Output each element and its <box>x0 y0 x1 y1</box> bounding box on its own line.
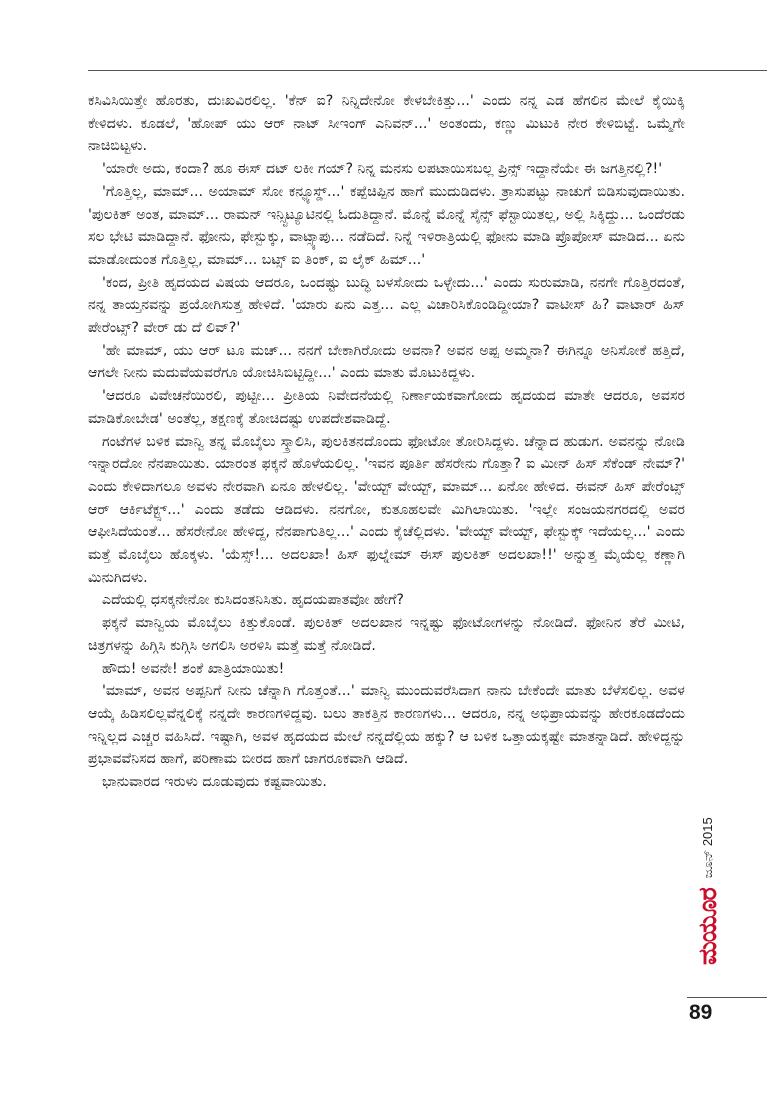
paragraph-7: ಗಂಟೆಗಳ ಬಳಿಕ ಮಾನ್ವಿ ತನ್ನ ಮೊಬೈಲು ಸ್ಕ್ರಾಲಿಸಿ, ಪುಲಕಿತನದೊಂದು ಫೋಟೋ ತೋರಿಸಿದ್ದಳು. ಚೆನ್ನಾದ ಹುಡುಗ. ಅವನನ್ನು ನೋಡಿ ಇನ್ನಾರದೋ ನೆನಪಾಯಿತು. ಯಾರಂತ ಫಕ್ಕನೆ ಹೊಳೆಯಲಿಲ್ಲ. 'ಇವನ ಪೂರ್ತಿ ಹೆಸರೇನು ಗೊತ್ತಾ? ಐ ಮೀನ್ ಹಿಸ್ ಸೆಕೆಂಡ್ ನೇಮ್?' ಎಂದು ಕೇಳಿದಾಗಲೂ ಅವಳು ನೇರವಾಗಿ ಏನೂ ಹೇಳಲಿಲ್ಲ. 'ವೇಯ್ಟ್ ವೇಯ್ಟ್, ಮಾಮ್... ಏನೋ ಹೇಳಿದ. ಈವನ್ ಹಿಸ್ ಪೇರೆಂಟ್ಸ್ ಆರ್ ಆರ್ಕಿಟೆಕ್ಟ್ಸ್...' ಎಂದು ತಡೆದು ಆಡಿದಳು. ನನಗೋ, ಕುತೂಹಲವೇ ಮಿಗಿಲಾಯಿತು. 'ಇಲ್ಲೇ ಸಂಜಯನಗರದಲ್ಲಿ ಅವರ ಆಫೀಸಿದೆಯಂತೆ... ಹೆಸರೇನೋ ಹೇಳಿದ್ದ, ನೆನಪಾಗುತಿಲ್ಲ...' ಎಂದು ಕೈಚೆಲ್ಲಿದಳು. 'ವೇಯ್ಟ್ ವೇಯ್ಟ್, ಫೇಸ್ಬುಕ್ಕ್ ಇದೆಯಲ್ಲ...' ಎಂದು ಮತ್ತೆ ಮೊಬೈಲು ಹೊಕ್ಕಳು. 'ಯೆಸ್ಸ್!... ಅದಲಖಾ! ಹಿಸ್ ಫುಲ್ನೇಮ್ ಈಸ್ ಪುಲಕಿತ್ ಅದಲಖಾ!!' ಅನ್ನುತ್ತ ಮೈಯೆಲ್ಲ ಕಣ್ಣಾಗಿ ಮಿನುಗಿದಳು. <box>88 433 685 586</box>
top-rule <box>88 70 767 71</box>
masthead-logo: ಮಯೂರ <box>693 888 722 965</box>
paragraph-1: ಕಸಿವಿಸಿಯಿತ್ತೇ ಹೊರತು, ದುಃಖವಿರಲಿಲ್ಲ. 'ಕೆನ್ ಐ? ನಿನ್ನಿದೇನೋ ಕೇಳಬೇಕಿತ್ತು...' ಎಂದು ನನ್ನ ಎಡ ಹೆಗಲಿನ ಮೇಲೆ ಕೈಯಿಕ್ಕಿ ಕೇಳಿದಳು. ಕೂಡಲೆ, 'ಹೋಪ್ ಯು ಆರ್ ನಾಟ್ ಸೀಇಂಗ್ ಎನಿವನ್...' ಅಂತಂದು, ಕಣ್ಣು ಮಿಟುಕಿ ನೇರ ಕೇಳಿಬಿಟ್ಟೆ. ಒಮ್ಮೆಗೇ ನಾಚಿಬಿಟ್ಟಳು. <box>88 93 685 155</box>
magazine-masthead <box>693 795 723 965</box>
paragraph-5: 'ಹೇ ಮಾಮ್, ಯು ಆರ್ ಟೂ ಮಚ್... ನನಗೆ ಬೇಕಾಗಿರೋದು ಅವನಾ? ಅವನ ಅಪ್ಪ ಅಮ್ಮನಾ? ಈಗಿನ್ನೂ ಅನಿಸೋಕೆ ಹತ್ತಿದೆ, ಆಗಲೇ ನೀನು ಮದುವೆಯವರೆಗೂ ಯೋಚಿಸಿಬಿಟ್ಟಿದ್ದೀ...' ಎಂದು ಮಾತು ಮೊಟುಕಿದ್ದಳು. <box>88 342 685 382</box>
paragraph-12: ಭಾನುವಾರದ ಇರುಳು ದೂಡುವುದು ಕಷ್ಟವಾಯಿತು. <box>102 774 327 791</box>
paragraph-6: 'ಆದರೂ ವಿವೇಚನೆಯಿರಲಿ, ಪುಟ್ಟೀ... ಪ್ರೀತಿಯ ನಿವೇದನೆಯಲ್ಲಿ ನಿರ್ಣಾಯಕವಾಗೋದು ಹೃದಯದ ಮಾತೇ ಆದರೂ, ಅವಸರ ಮಾಡಿಕೋಬೇಡ' ಅಂತೆಲ್ಲ, ತಕ್ಷಣಕ್ಕೆ ತೋಚಿದಷ್ಟು ಉಪದೇಶವಾಡಿದ್ದೆ. <box>88 388 685 427</box>
paragraph-11: 'ಮಾಮ್, ಅವನ ಅಪ್ಪನಿಗೆ ನೀನು ಚೆನ್ನಾಗಿ ಗೊತ್ತಂತೆ...' ಮಾನ್ವಿ ಮುಂದುವರೆಸಿದಾಗ ನಾನು ಬೇಕೆಂದೇ ಮಾತು ಬೆಳೆಸಲಿಲ್ಲ. ಅವಳ ಆಯ್ಕೆ ಹಿಡಿಸಲಿಲ್ಲವೆನ್ನಲಿಕ್ಕೆ ನನ್ನದೇ ಕಾರಣಗಳಿದ್ದವು. ಬಲು ತಾಕತ್ತಿನ ಕಾರಣಗಳು... ಆದರೂ, ನನ್ನ ಅಭಿಪ್ರಾಯವನ್ನು ಹೇರಕೂಡದೆಂದು ಇನ್ನಿಲ್ಲದ ಎಚ್ಚರ ವಹಿಸಿದೆ. ಇಷ್ಟಾಗಿ, ಅವಳ ಹೃದಯದ ಮೇಲೆ ನನ್ನದೆಲ್ಲಿಯ ಹಕ್ಕು? ಆ ಬಳಿಕ ಒತ್ತಾಯಕ್ಕಷ್ಟೇ ಮಾತನ್ನಾಡಿದೆ. ಹೇಳಿದ್ದನ್ನು ಪ್ರಭಾವವೆನಿಸದ ಹಾಗೆ, ಪರಿಣಾಮ ಬೀರದ ಹಾಗೆ ಜಾಗರೂಕವಾಗಿ ಆಡಿದೆ. <box>88 683 685 768</box>
issue-date: ಜೂನ್ 2015 <box>700 817 715 879</box>
paragraph-3: 'ಗೊತ್ತಿಲ್ಲ, ಮಾಮ್... ಅಯಾಮ್ ಸೋ ಕನ್ಫ್ಯೂಸ್ಡ್...' ಕಪ್ಪೆಚಿಪ್ಪಿನ ಹಾಗೆ ಮುದುಡಿದಳು. ತ್ರಾಸುಪಟ್ಟು ನಾಚುಗೆ ಬಿಡಿಸುವುದಾಯಿತು. 'ಪುಲಕಿತ್ ಅಂತ, ಮಾಮ್... ರಾಮನ್ ಇನ್ಸ್ಟಿಟ್ಯೂಟಿನಲ್ಲಿ ಓದುತಿದ್ದಾನೆ. ಮೊನ್ನೆ ಮೊನ್ನೆ ಸೈನ್ಸ್ ಫೆಸ್ಟಾಯಿತಲ್ಲ, ಅಲ್ಲಿ ಸಿಕ್ಕಿದ್ದು... ಒಂದೆರಡು ಸಲ ಭೇಟಿ ಮಾಡಿದ್ದಾನೆ. ಫೋನು, ಫೇಸ್ಬುಕ್ಕು, ವಾಟ್ಸ್ಯಾಪು... ನಡೆದಿದೆ. ನಿನ್ನೆ ಇಳಿರಾತ್ರಿಯಲ್ಲಿ ಫೋನು ಮಾಡಿ ಪ್ರೊಪೋಸ್ ಮಾಡಿದ... ಏನು ಮಾಡೋದುಂತ ಗೊತ್ತಿಲ್ಲ, ಮಾಮ್... ಬಟ್ಸ್ ಐ ತಿಂಕ್, ಐ ಲೈಕ್ ಹಿಮ್...' <box>88 183 685 268</box>
paragraph-2: 'ಯಾರೇ ಅದು, ಕಂದಾ? ಹೂ ಈಸ್ ದಟ್ ಲಕೀ ಗಯ್? ನಿನ್ನ ಮನಸು ಲಪಟಾಯಿಸಬಲ್ಲ ಪ್ರಿನ್ಸ್ ಇದ್ದಾನೆಯೇ ಈ ಜಗತ್ತಿನಲ್ಲಿ?!' <box>102 161 663 178</box>
paragraph-8: ಎದೆಯಲ್ಲಿ ಧಸಕ್ಕನೇನೋ ಕುಸಿದಂತನಿಸಿತು. ಹೃದಯಪಾತವೋ ಹೇಗೆ? <box>102 592 404 609</box>
page-number-rule <box>687 997 767 998</box>
article-body <box>88 90 685 794</box>
page-number: 89 <box>689 1001 713 1024</box>
paragraph-9: ಫಕ್ಕನೆ ಮಾನ್ವಿಯ ಮೊಬೈಲು ಕಿತ್ತುಕೊಂಡೆ. ಪುಲಕಿತ್ ಅದಲಖಾನ ಇನ್ನಷ್ಟು ಫೋಟೋಗಳನ್ನು ನೋಡಿದೆ. ಫೋನಿನ ತೆರೆ ಮೀಟಿ, ಚಿತ್ರಗಳನ್ನು ಹಿಗ್ಗಿಸಿ ಕುಗ್ಗಿಸಿ ಅಗಲಿಸಿ ಅರಳಿಸಿ ಮತ್ತೆ ಮತ್ತೆ ನೋಡಿದೆ. <box>88 615 685 654</box>
paragraph-4: 'ಕಂದ, ಪ್ರೀತಿ ಹೃದಯದ ವಿಷಯ ಆದರೂ, ಒಂದಷ್ಟು ಬುದ್ಧಿ ಬಳಸೋದು ಒಳ್ಳೇದು...' ಎಂದು ಸುರುಮಾಡಿ, ನನಗೇ ಗೊತ್ತಿರದಂತೆ, ನನ್ನ ತಾಯ್ತನವನ್ನು ಪ್ರಯೋಗಿಸುತ್ತ ಹೇಳಿದೆ. 'ಯಾರು ಏನು ಎತ್ತ... ಎಲ್ಲ ವಿಚಾರಿಸಿಕೊಂಡಿದ್ದೀಯಾ? ವಾಟೀಸ್ ಹಿ? ವಾಟಾರ್ ಹಿಸ್ ಪೇರೆಂಟ್ಸ್? ವೇರ್ ಡು ದೆ ಲಿವ್?' <box>88 274 685 337</box>
paragraph-10: ಹೌದು! ಅವನೇ! ಶಂಕೆ ಖಾತ್ರಿಯಾಯಿತು! <box>102 660 285 677</box>
